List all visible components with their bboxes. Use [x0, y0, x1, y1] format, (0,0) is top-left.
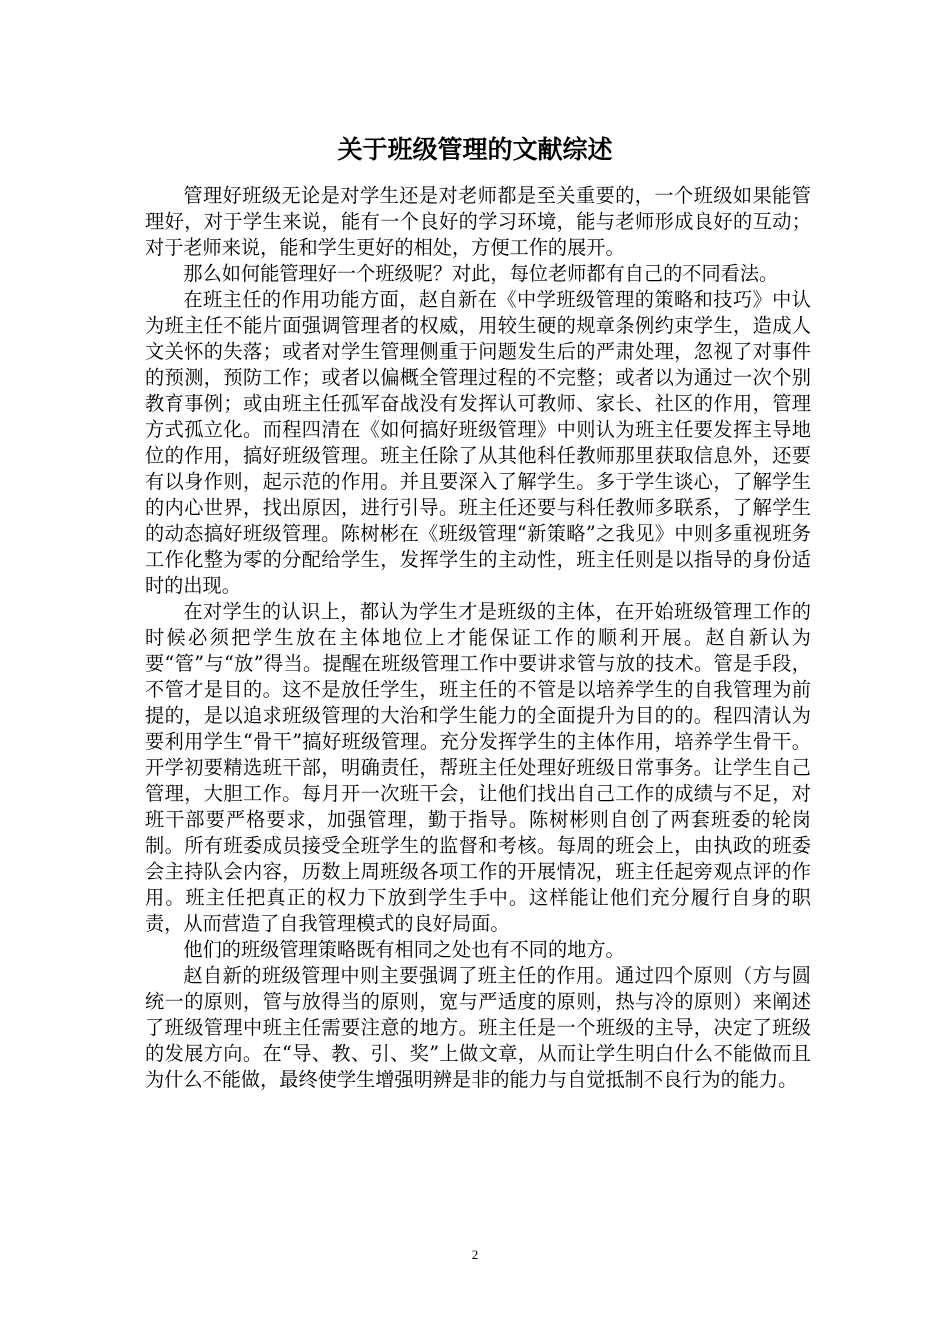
- paragraph: 在对学生的认识上，都认为学生才是班级的主体，在开始班级管理工作的时候必须把学生放在主体地位上才能保证工作的顺利开展。赵自新认为要“管”与“放”得当。提醒在班级管理工作中要讲求管与放的技术。管是手段，不管才是目的。这不是放任学生，班主任的不管是以培养学生的自我管理为前提的，是以追求班级管理的大治和学生能力的全面提升为目的的。程四清认为要利用学生“骨干”搞好班级管理。充分发挥学生的主体作用，培养学生骨干。开学初要精选班干部，明确责任，帮班主任处理好班级日常事务。让学生自己管理，大胆工作。每月开一次班干会，让他们找出自己工作的成绩与不足，对班干部要严格要求，加强管理，勤于指导。陈树彬则自创了两套班委的轮岗制。所有班委成员接受全班学生的监督和考核。每周的班会上，由执政的班委会主持队会内容，历数上周班级各项工作的开展情况，班主任起旁观点评的作用。班主任把真正的权力下放到学生手中。这样能让他们充分履行自身的职责，从而营造了自我管理模式的良好局面。: [145, 600, 811, 935]
- paragraph: 他们的班级管理策略既有相同之处也有不同的地方。: [183, 938, 625, 961]
- paragraph: 赵自新的班级管理中则主要强调了班主任的作用。通过四个原则（方与圆统一的原则，管与放得当的原则，宽与严适度的原则，热与冷的原则）来阐述了班级管理中班主任需要注意的地方。班主任是一个班级的主导，决定了班级的发展方向。在“导、教、引、奖”上做文章，从而让学生明白什么不能做而且为什么不能做，最终使学生增强明辨是非的能力与自觉抵制不良行为的能力。: [145, 964, 811, 1091]
- paragraph: 在班主任的作用功能方面，赵自新在《中学班级管理的策略和技巧》中认为班主任不能片面强调管理者的权威，用较生硬的规章条例约束学生，造成人文关怀的失落；或者对学生管理侧重于问题发生后的严肃处理，忽视了对事件的预测，预防工作；或者以偏概全管理过程的不完整；或者以为通过一次个别教育事例；或由班主任孤军奋战没有发挥认可教师、家长、社区的作用，管理方式孤立化。而程四清在《如何搞好班级管理》中则认为班主任要发挥主导地位的作用，搞好班级管理。班主任除了从其他科任教师那里获取信息外，还要有以身作则，起示范的作用。并且要深入了解学生。多于学生谈心，了解学生的内心世界，找出原因，进行引导。班主任还要与科任教师多联系，了解学生的动态搞好班级管理。陈树彬在《班级管理“新策略”之我见》中则多重视班务工作化整为零的分配给学生，发挥学生的主动性，班主任则是以指导的身份适时的出现。: [145, 288, 811, 597]
- paragraph: 那么如何能管理好一个班级呢？对此，每位老师都有自己的不同看法。: [183, 262, 779, 285]
- page-number: 2: [471, 1247, 479, 1262]
- document-body: [145, 183, 811, 1093]
- document-title: 关于班级管理的文献综述: [337, 135, 613, 164]
- paragraph: 管理好班级无论是对学生还是对老师都是至关重要的，一个班级如果能管理好，对于学生来说，能有一个良好的学习环境，能与老师形成良好的互动；对于老师来说，能和学生更好的相处，方便工作的展开。: [145, 184, 811, 259]
